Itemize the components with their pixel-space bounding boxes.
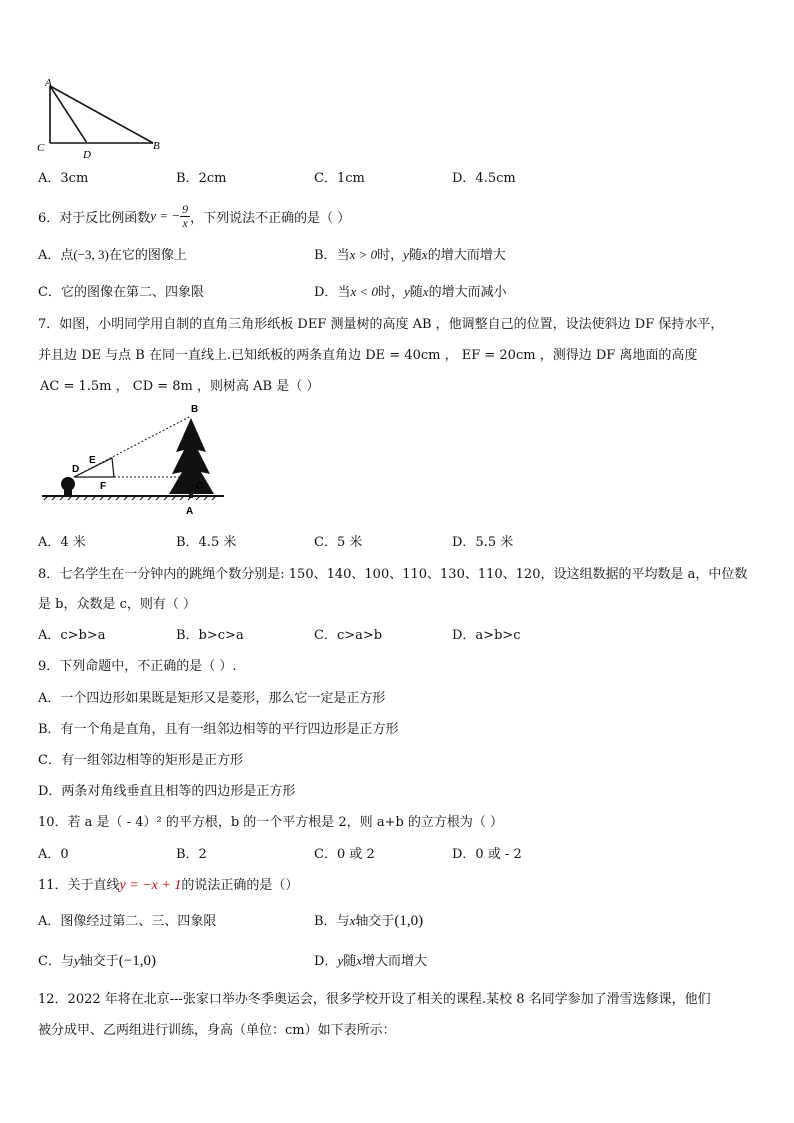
person-icon xyxy=(61,477,75,496)
q5-option-a[interactable]: A．3cm xyxy=(38,171,89,186)
fig-label-f: F xyxy=(100,481,107,492)
q11-option-a[interactable]: A．图像经过第二、三、四象限 xyxy=(38,914,217,929)
q6-option-d[interactable] xyxy=(314,281,507,300)
fig-label-c: C xyxy=(196,481,204,492)
fig-label-d: D xyxy=(72,464,80,475)
label-c: C xyxy=(37,142,45,154)
q6-opt-b-y: y xyxy=(403,247,409,262)
q11-opt-d-pre: D． xyxy=(314,954,338,969)
q11-stem-pre: 11．关于直线 xyxy=(38,878,120,893)
q6-frac-num: 9 xyxy=(182,201,189,216)
q11-opt-d-y: y xyxy=(337,953,344,968)
q8-option-d[interactable]: D．a>b>c xyxy=(452,628,521,643)
q8-option-c[interactable]: C．c>a>b xyxy=(314,628,383,643)
q6-opt-a-pre: A．点 xyxy=(38,248,74,263)
q11-option-b[interactable] xyxy=(314,910,423,930)
fig-label-a: A xyxy=(186,506,194,517)
q6-opt-b-post: 的增大而增大 xyxy=(427,248,506,263)
q6-opt-d-post: 的增大而减小 xyxy=(428,285,507,300)
q6-opt-d-pre: D．当 xyxy=(314,285,351,300)
q6-frac-den: x xyxy=(182,215,188,230)
q7-stem-line2: 并且边 DE 与点 B 在同一直线上.已知纸板的两条直角边 DE = 40cm ， EF = 20cm ，测得边 DF 离地面的高度 xyxy=(38,348,698,363)
q9-stem: 9．下列命题中，不正确的是（ ）. xyxy=(38,659,237,674)
q6-opt-d-mid: 时， xyxy=(377,285,404,300)
q6-stem-post: ，下列说法不正确的是（ ） xyxy=(190,210,351,226)
q6-opt-d-mid2: 随 xyxy=(409,285,423,300)
tree-icon xyxy=(169,418,214,498)
q7-stem-line3: AC = 1.5m ， CD = 8m ，则树高 AB 是（ ） xyxy=(40,379,320,394)
q9-option-d[interactable]: D．两条对角线垂直且相等的四边形是正方形 xyxy=(38,784,296,799)
q11-opt-c-pre: C．与 xyxy=(38,954,74,969)
q7-option-a[interactable]: A．4 米 xyxy=(38,535,86,550)
tree-measure-figure xyxy=(38,400,228,518)
q6-option-a[interactable] xyxy=(38,244,187,263)
label-a: A xyxy=(45,77,52,89)
q6-opt-b-pre: B．当 xyxy=(314,248,350,263)
label-d: D xyxy=(83,149,91,160)
q6-opt-b-x: x xyxy=(421,247,428,262)
q5-option-d[interactable]: D．4.5cm xyxy=(452,171,516,186)
q11-opt-b-x: x xyxy=(349,913,356,928)
q6-stem xyxy=(38,199,350,233)
q10-option-a[interactable]: A．0 xyxy=(38,847,69,862)
q11-stem xyxy=(38,874,298,894)
q7-option-c[interactable]: C．5 米 xyxy=(314,535,363,550)
q8-stem-line1: 8．七名学生在一分钟内的跳绳个数分别是: 150、140、100、110、130、110、120，设这组数据的平均数是 a，中位数 xyxy=(38,567,748,582)
q11-opt-b-math: (1,0) xyxy=(394,913,424,929)
q11-stem-post: 的说法正确的是（） xyxy=(181,878,299,893)
q11-opt-c-mid: 轴交于 xyxy=(79,954,119,969)
q5-option-b[interactable]: B．2cm xyxy=(176,171,227,186)
q11-stem-math: y = −x + 1 xyxy=(119,878,182,893)
fig-label-b: B xyxy=(191,404,199,415)
q6-opt-b-math: x > 0 xyxy=(349,247,378,262)
q8-stem-line2: 是 b，众数是 c，则有（ ） xyxy=(38,597,196,612)
q10-option-d[interactable]: D．0 或 - 2 xyxy=(452,847,522,862)
q11-opt-d-x: x xyxy=(356,953,363,968)
q11-opt-d-post: 增大而增大 xyxy=(362,954,428,969)
q6-option-b[interactable] xyxy=(314,244,506,263)
q8-option-a[interactable]: A．c>b>a xyxy=(38,628,106,643)
q11-option-c[interactable] xyxy=(38,950,156,970)
q11-opt-b-pre: B．与 xyxy=(314,914,350,929)
q6-stem-pre: 6．对于反比例函数 xyxy=(38,210,151,226)
q6-opt-d-x: x xyxy=(422,284,429,299)
q6-opt-b-mid2: 随 xyxy=(408,248,422,263)
q8-option-b[interactable]: B．b>c>a xyxy=(176,628,244,643)
q6-opt-a-math: (−3, 3) xyxy=(73,247,109,262)
q7-option-b[interactable]: B．4.5 米 xyxy=(176,535,237,550)
q6-fraction xyxy=(180,203,190,230)
q9-option-c[interactable]: C．有一组邻边相等的矩形是正方形 xyxy=(38,753,243,768)
q11-opt-c-y: y xyxy=(73,953,80,968)
q10-option-c[interactable]: C．0 或 2 xyxy=(314,847,375,862)
q11-opt-d-mid: 随 xyxy=(343,954,357,969)
q6-func-lhs: y = − xyxy=(150,208,181,223)
q10-option-b[interactable]: B．2 xyxy=(176,847,207,862)
q6-opt-d-math: x < 0 xyxy=(350,284,378,299)
q6-opt-b-mid: 时， xyxy=(377,248,404,263)
q11-opt-c-math: (−1,0) xyxy=(118,953,156,969)
q7-stem-line1: 7．如图，小明同学用自制的直角三角形纸板 DEF 测量树的高度 AB ，他调整自己的位置，设法使斜边 DF 保持水平， xyxy=(38,317,724,332)
label-b: B xyxy=(153,140,160,152)
q12-stem-line1: 12．2022 年将在北京---张家口举办冬季奥运会，很多学校开设了相关的课程.某校 8 名同学参加了滑雪选修课，他们 xyxy=(38,992,711,1007)
q6-opt-d-y: y xyxy=(404,284,410,299)
q6-option-c[interactable]: C．它的图像在第二、四象限 xyxy=(38,285,204,300)
q12-stem-line2: 被分成甲、乙两组进行训练，身高（单位：cm）如下表所示： xyxy=(38,1023,396,1038)
q7-option-d[interactable]: D．5.5 米 xyxy=(452,535,514,550)
q5-option-c[interactable]: C．1cm xyxy=(314,171,365,186)
q11-option-d[interactable] xyxy=(314,950,427,969)
q6-opt-a-post: 在它的图像上 xyxy=(108,248,187,263)
q9-option-b[interactable]: B．有一个角是直角，且有一组邻边相等的平行四边形是正方形 xyxy=(38,722,399,737)
triangle-figure xyxy=(30,74,170,160)
segment-ad xyxy=(50,86,87,143)
q10-stem: 10．若 a 是（ - 4）² 的平方根，b 的一个平方根是 2，则 a+b 的立方根为（ ） xyxy=(38,815,504,830)
q11-opt-b-mid: 轴交于 xyxy=(355,914,395,929)
fig-label-e: E xyxy=(89,455,96,466)
q9-option-a[interactable]: A．一个四边形如果既是矩形又是菱形，那么它一定是正方形 xyxy=(38,691,386,706)
side-ab xyxy=(50,86,153,143)
